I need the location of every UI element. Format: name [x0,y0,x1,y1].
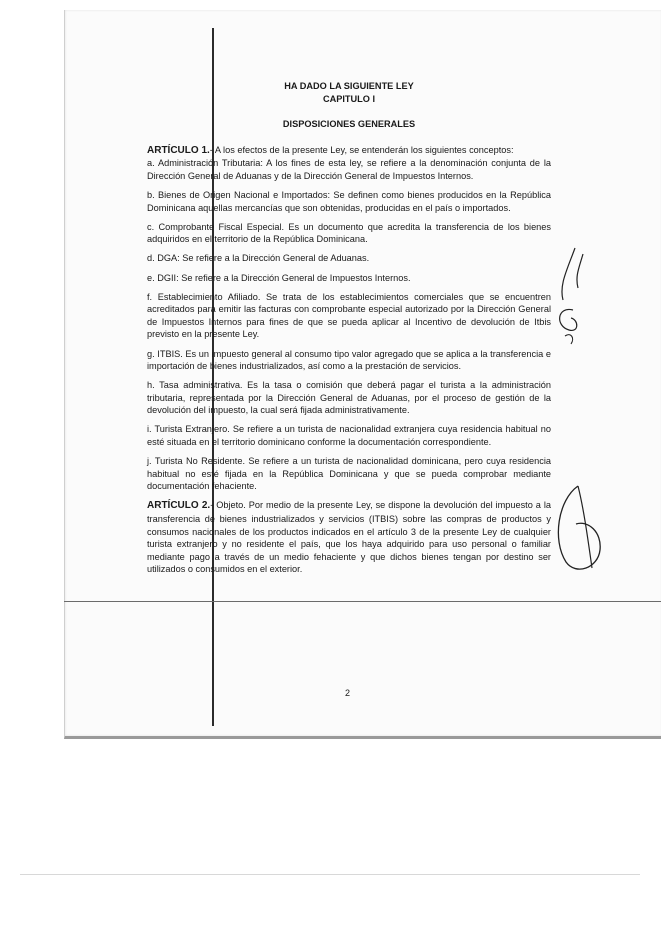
article-1-item-c: c. Comprobante Fiscal Especial. Es un documento que acredita la transferencia de los bienes adquiridos en el territorio de la República Dominicana. [147,221,551,245]
article-1-intro [147,144,551,158]
article-1-item-a: a. Administración Tributaria: A los fines de esta ley, se refiere a la denominación conjunta de la Dirección General de Aduanas y de la Dirección General de Impuestos Internos. [147,158,551,181]
scan-artifact-horizontal-line [64,601,661,602]
article-1-item-h: h. Tasa administrativa. Es la tasa o comisión que deberá pagar el turista a la administración tributaria, representada por la Dirección General de Aduanas, por el proceso de gestión de la devolución del impuesto, la cual será fijada administrativamente. [147,380,551,416]
document-body [147,80,551,583]
handwritten-signature-mark [548,480,608,580]
law-heading: HA DADO LA SIGUIENTE LEY [284,81,414,91]
article-2-text: - Objeto. Por medio de la presente Ley, se dispone la devolución del impuesto a la transferencia de bienes industrializados y servicios (ITBIS) sobre las compras de productos y consumos nacionales de los productos indicados en el artículo 3 de la presente Ley de cualquier turista extranjero y no residente el país, que los haya adquirido para uso personal o familiar mediante pago a través de un medio fehaciente y que dichos bienes tengan por destino ser utilizados o consumidos en el exterior. [147,500,551,575]
chapter-heading: CAPITULO I [322,93,376,104]
article-2 [147,499,551,576]
article-1-label: ARTÍCULO 1. [147,144,210,156]
article-1-item-g: g. ITBIS. Es un impuesto general al consumo tipo valor agregado que se aplica a la transferencia e importación de bienes industrializados, así como a la prestación de servicios. [147,348,551,372]
article-1-item-d: d. DGA: Se refiere a la Dirección General de Aduanas. [147,253,370,264]
article-1-item-f: f. Establecimiento Afiliado. Se trata de los establecimientos comerciales que se encuentren acreditados para emitir las facturas con comprobante especial autorizado por la Dirección General de Impuestos Internos para fines de que se pueda aplicar al Incentivo de devolución de Itbis previsto en la presente Ley. [147,291,551,340]
article-1-item-i: i. Turista Extranjero. Se refiere a un turista de nacionalidad extranjera cuya residencia habitual no esté situada en el territorio dominicano conforme la documentación correspondiente. [147,424,551,448]
article-1-intro-text: - A los efectos de la presente Ley, se entenderán los siguientes conceptos: [209,144,514,155]
article-2-label: ARTÍCULO 2. [147,500,211,512]
handwritten-initials-mark [545,240,595,350]
article-1-item-j: j. Turista No Residente. Se refiere a un turista de nacionalidad dominicana, pero cuya residencia habitual no esté fijada en la República Dominicana y que se pueda comprobar mediante documentación fehaciente. [147,456,551,492]
article-1-item-b: b. Bienes de Origen Nacional e Importados: Se definen como bienes producidos en la República Dominicana aquellas mercancías que son obtenidas, producidas en el país o importados. [147,190,551,213]
scan-artifact-footer-line [20,874,640,875]
section-title: DISPOSICIONES GENERALES [282,119,416,130]
article-1-item-e: e. DGII: Se refiere a la Dirección General de Impuestos Internos. [147,272,411,283]
page-number: 2 [345,688,351,698]
